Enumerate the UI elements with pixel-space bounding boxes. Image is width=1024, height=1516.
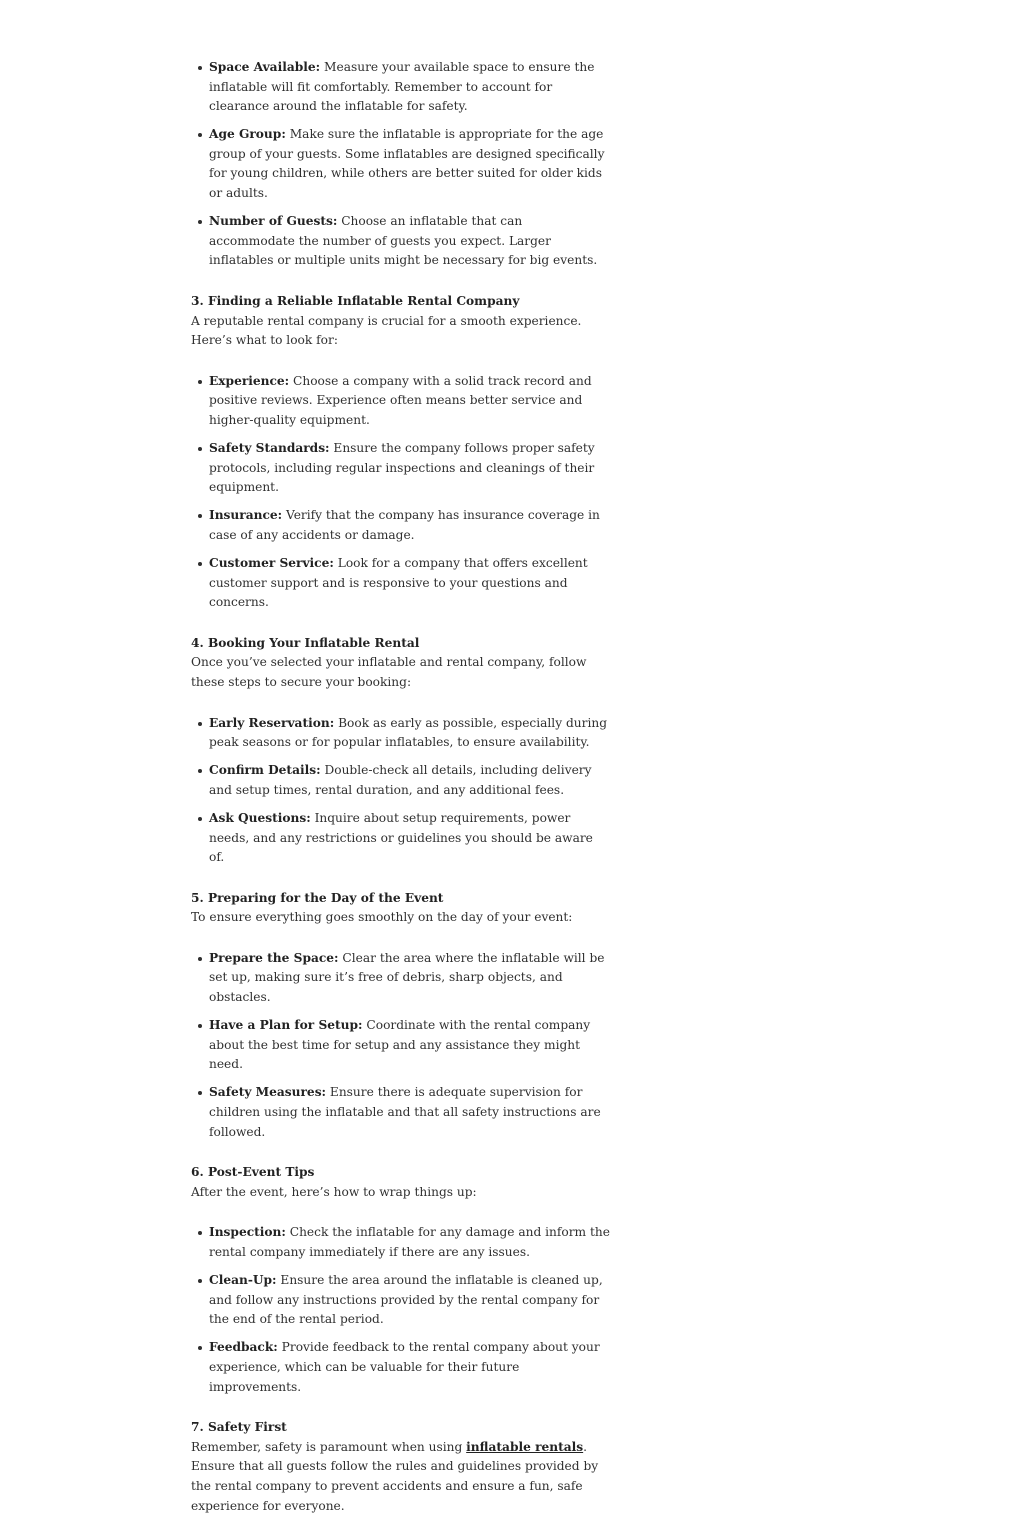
- section-title: 7. Safety First: [191, 1420, 287, 1435]
- section-intro: After the event, here’s how to wrap things up:: [191, 1184, 477, 1199]
- list-item: [191, 1016, 611, 1075]
- list-item: [191, 125, 611, 203]
- list-item-text: Double-check all details, including delivery and setup times, rental duration, and any additional fees.: [209, 763, 592, 797]
- list-item: [191, 58, 611, 117]
- list-item: [191, 1271, 611, 1330]
- section-title: 4. Booking Your Inflatable Rental: [191, 635, 420, 650]
- list-item-text: Ensure there is adequate supervision for children using the inflatable and that all safety instructions are followed.: [209, 1085, 601, 1139]
- list-item-term: Clean-Up:: [209, 1273, 277, 1288]
- list-item-term: Inspection:: [209, 1225, 286, 1240]
- guest-considerations-list: [191, 58, 611, 271]
- list-item: [191, 506, 611, 545]
- list-item-text: Look for a company that offers excellent customer support and is responsive to your questions and concerns.: [209, 555, 588, 610]
- list-item: [191, 809, 611, 868]
- list-item: [191, 714, 611, 753]
- section-booking-rental: [191, 634, 611, 868]
- list-item: [191, 1083, 611, 1142]
- list-item: [191, 949, 611, 1008]
- list-item-term: Prepare the Space:: [209, 950, 339, 965]
- section-intro: A reputable rental company is crucial for a smooth experience. Here’s what to look for:: [191, 313, 582, 348]
- section-intro: Once you’ve selected your inflatable and rental company, follow these steps to secure your booking:: [191, 655, 587, 689]
- list-item-term: Safety Standards:: [209, 441, 330, 455]
- list-item-text: Inquire about setup requirements, power needs, and any restrictions or guidelines you should be aware of.: [209, 810, 593, 865]
- list-item-term: Insurance:: [209, 508, 283, 523]
- section-list: [191, 1223, 611, 1397]
- list-item-text: Choose a company with a solid track record and positive reviews. Experience often means better service and higher-quality equipment.: [209, 373, 592, 427]
- list-item: [191, 761, 611, 800]
- section-title: 6. Post-Event Tips: [191, 1165, 315, 1180]
- section-preparing-event-day: [191, 889, 611, 1143]
- list-item-term: Experience:: [209, 373, 290, 388]
- list-item-text: Verify that the company has insurance coverage in case of any accidents or damage.: [209, 508, 600, 542]
- list-item-text: Check the inflatable for any damage and inform the rental company immediately if there are any issues.: [209, 1225, 610, 1259]
- section-list: [191, 949, 611, 1142]
- list-item-term: Feedback:: [209, 1340, 278, 1355]
- list-item: [191, 212, 611, 271]
- list-item-text: Coordinate with the rental company about the best time for setup and any assistance they might need.: [209, 1018, 591, 1072]
- list-item-text: Make sure the inflatable is appropriate for the age group of your guests. Some inflatables are designed specifically for young children, while others are better suited for older kids or adults.: [209, 127, 605, 201]
- list-item-text: Ensure the area around the inflatable is cleaned up, and follow any instructions provided by the rental company for the end of the rental period.: [209, 1273, 603, 1327]
- section-intro: To ensure everything goes smoothly on the day of your event:: [191, 910, 573, 925]
- section-list: [191, 714, 611, 868]
- list-item: [191, 1223, 611, 1262]
- inflatable-rentals-link[interactable]: inflatable rentals: [466, 1439, 584, 1454]
- list-item-text: Measure your available space to ensure the inflatable will fit comfortably. Remember to account for clearance around the inflatable for safety.: [209, 60, 595, 114]
- list-item-text: Provide feedback to the rental company about your experience, which can be valuable for their future improvements.: [209, 1340, 600, 1394]
- list-item: [191, 554, 611, 613]
- list-item-term: Space Available:: [209, 60, 321, 74]
- article-body: [191, 58, 611, 1516]
- list-item-term: Ask Questions:: [209, 810, 311, 825]
- list-item: [191, 1338, 611, 1397]
- section-safety-first: [191, 1418, 611, 1516]
- list-item-term: Confirm Details:: [209, 763, 321, 778]
- list-item-term: Number of Guests:: [209, 214, 338, 229]
- section-list: [191, 372, 611, 613]
- list-item-text: Book as early as possible, especially during peak seasons or for popular inflatables, to ensure availability.: [209, 715, 607, 750]
- list-item-term: Customer Service:: [209, 555, 334, 570]
- list-item-text: Ensure the company follows proper safety protocols, including regular inspections and cleanings of their equipment.: [209, 441, 595, 495]
- list-item-term: Early Reservation:: [209, 715, 335, 730]
- list-item-text: Clear the area where the inflatable will be set up, making sure it’s free of debris, sharp objects, and obstacles.: [209, 950, 605, 1005]
- list-item-term: Have a Plan for Setup:: [209, 1018, 363, 1033]
- section-title: 5. Preparing for the Day of the Event: [191, 890, 444, 905]
- list-item-term: Age Group:: [209, 127, 286, 142]
- safety-paragraph: [191, 1438, 611, 1516]
- list-item: [191, 439, 611, 498]
- list-item-term: Safety Measures:: [209, 1085, 327, 1100]
- section-post-event-tips: [191, 1163, 611, 1397]
- safety-text-before: Remember, safety is paramount when using: [191, 1439, 467, 1454]
- section-title: 3. Finding a Reliable Inflatable Rental Company: [191, 293, 520, 308]
- list-item: [191, 372, 611, 431]
- safety-text-after: . Ensure that all guests follow the rules and guidelines provided by the rental company to prevent accidents and ensure a fun, safe experience for everyone.: [191, 1439, 599, 1513]
- list-item-text: Choose an inflatable that can accommodate the number of guests you expect. Larger inflatables or multiple units might be necessary for big events.: [209, 214, 598, 268]
- section-finding-rental-company: [191, 292, 611, 613]
